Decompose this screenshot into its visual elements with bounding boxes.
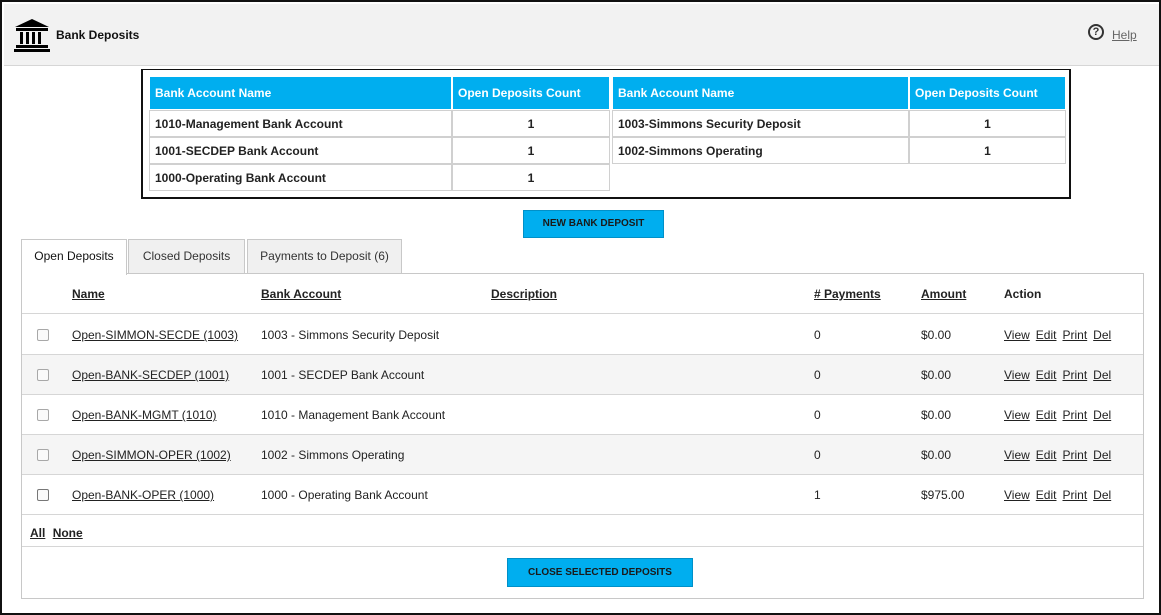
bank-account-cell: 1003 - Simmons Security Deposit bbox=[261, 328, 440, 342]
row-actions bbox=[1004, 435, 1117, 475]
summary-table-right bbox=[612, 76, 1066, 164]
print-link[interactable]: Print bbox=[1062, 488, 1088, 502]
row-checkbox[interactable] bbox=[37, 369, 49, 381]
bank-account-cell: 1000 - Operating Bank Account bbox=[261, 488, 428, 502]
header-bar bbox=[4, 4, 1159, 66]
new-bank-deposit-button[interactable]: NEW BANK DEPOSIT bbox=[523, 210, 664, 238]
col-open-deposits-count: Open Deposits Count bbox=[909, 76, 1066, 110]
table-row bbox=[22, 355, 1143, 395]
help-link[interactable]: Help bbox=[1112, 28, 1137, 42]
edit-link[interactable]: Edit bbox=[1035, 368, 1057, 382]
summary-account-name: 1002-Simmons Operating bbox=[612, 137, 909, 164]
summary-row bbox=[149, 110, 610, 137]
row-actions bbox=[1004, 315, 1117, 355]
view-link[interactable]: View bbox=[1004, 448, 1030, 462]
summary-count: 1 bbox=[452, 110, 610, 137]
amount-cell: $0.00 bbox=[921, 368, 952, 382]
divider bbox=[22, 546, 1143, 547]
deposit-name-link[interactable]: Open-BANK-MGMT (1010) bbox=[72, 408, 217, 422]
row-actions bbox=[1004, 475, 1117, 515]
print-link[interactable]: Print bbox=[1062, 368, 1088, 382]
header-amount[interactable]: Amount bbox=[921, 287, 967, 301]
payments-cell: 0 bbox=[814, 368, 821, 382]
summary-account-name: 1003-Simmons Security Deposit bbox=[612, 110, 909, 137]
amount-cell: $0.00 bbox=[921, 328, 952, 342]
summary-row bbox=[612, 110, 1066, 137]
view-link[interactable]: View bbox=[1004, 488, 1030, 502]
payments-cell: 1 bbox=[814, 488, 821, 502]
view-link[interactable]: View bbox=[1004, 408, 1030, 422]
print-link[interactable]: Print bbox=[1062, 408, 1088, 422]
selection-links bbox=[30, 526, 87, 540]
summary-row bbox=[149, 137, 610, 164]
delete-link[interactable]: Del bbox=[1093, 328, 1112, 342]
row-actions bbox=[1004, 395, 1117, 435]
edit-link[interactable]: Edit bbox=[1035, 328, 1057, 342]
close-selected-deposits-button[interactable]: CLOSE SELECTED DEPOSITS bbox=[507, 558, 693, 587]
table-row bbox=[22, 315, 1143, 355]
edit-link[interactable]: Edit bbox=[1035, 408, 1057, 422]
summary-count: 1 bbox=[452, 164, 610, 191]
bank-account-cell: 1010 - Management Bank Account bbox=[261, 408, 446, 422]
deposit-name-link[interactable]: Open-BANK-OPER (1000) bbox=[72, 488, 215, 502]
summary-account-name: 1000-Operating Bank Account bbox=[149, 164, 452, 191]
row-checkbox[interactable] bbox=[37, 449, 49, 461]
bank-account-cell: 1001 - SECDEP Bank Account bbox=[261, 368, 425, 382]
tab-closed-deposits[interactable]: Closed Deposits bbox=[128, 239, 245, 274]
row-checkbox[interactable] bbox=[37, 409, 49, 421]
amount-cell: $0.00 bbox=[921, 448, 952, 462]
edit-link[interactable]: Edit bbox=[1035, 488, 1057, 502]
header-payments[interactable]: # Payments bbox=[814, 287, 881, 301]
edit-link[interactable]: Edit bbox=[1035, 448, 1057, 462]
payments-cell: 0 bbox=[814, 448, 821, 462]
tab-open-deposits[interactable]: Open Deposits bbox=[21, 239, 127, 275]
table-row bbox=[22, 435, 1143, 475]
delete-link[interactable]: Del bbox=[1093, 448, 1112, 462]
page-title: Bank Deposits bbox=[56, 28, 140, 42]
tab-payments-to-deposit[interactable]: Payments to Deposit (6) bbox=[247, 239, 402, 274]
summary-table-left bbox=[149, 76, 610, 191]
delete-link[interactable]: Del bbox=[1093, 368, 1112, 382]
deposit-name-link[interactable]: Open-SIMMON-SECDE (1003) bbox=[72, 328, 239, 342]
row-checkbox[interactable] bbox=[37, 329, 49, 341]
select-all-link[interactable]: All bbox=[30, 526, 46, 540]
header-description[interactable]: Description bbox=[491, 287, 558, 301]
print-link[interactable]: Print bbox=[1062, 448, 1088, 462]
row-actions bbox=[1004, 355, 1117, 395]
header-bank-account[interactable]: Bank Account bbox=[261, 287, 342, 301]
summary-count: 1 bbox=[452, 137, 610, 164]
delete-link[interactable]: Del bbox=[1093, 408, 1112, 422]
print-link[interactable]: Print bbox=[1062, 328, 1088, 342]
table-header bbox=[22, 274, 1143, 314]
bank-account-cell: 1002 - Simmons Operating bbox=[261, 448, 405, 462]
summary-row bbox=[149, 164, 610, 191]
header-action: Action bbox=[1004, 287, 1042, 301]
amount-cell: $0.00 bbox=[921, 408, 952, 422]
table-row bbox=[22, 475, 1143, 515]
summary-account-name: 1010-Management Bank Account bbox=[149, 110, 452, 137]
summary-count: 1 bbox=[909, 137, 1066, 164]
summary-count: 1 bbox=[909, 110, 1066, 137]
payments-cell: 0 bbox=[814, 328, 821, 342]
col-bank-account-name: Bank Account Name bbox=[149, 76, 452, 110]
view-link[interactable]: View bbox=[1004, 368, 1030, 382]
header-name[interactable]: Name bbox=[72, 287, 105, 301]
col-open-deposits-count: Open Deposits Count bbox=[452, 76, 610, 110]
help-circle-icon[interactable]: ? bbox=[1088, 24, 1104, 40]
table-row bbox=[22, 395, 1143, 435]
select-none-link[interactable]: None bbox=[52, 526, 83, 540]
row-checkbox[interactable] bbox=[37, 489, 49, 501]
open-deposits-panel bbox=[21, 273, 1144, 599]
bank-icon bbox=[14, 18, 50, 52]
amount-cell: $975.00 bbox=[921, 488, 965, 502]
deposit-name-link[interactable]: Open-SIMMON-OPER (1002) bbox=[72, 448, 231, 462]
view-link[interactable]: View bbox=[1004, 328, 1030, 342]
payments-cell: 0 bbox=[814, 408, 821, 422]
col-bank-account-name: Bank Account Name bbox=[612, 76, 909, 110]
deposit-name-link[interactable]: Open-BANK-SECDEP (1001) bbox=[72, 368, 230, 382]
summary-account-name: 1001-SECDEP Bank Account bbox=[149, 137, 452, 164]
open-deposits-summary bbox=[141, 69, 1071, 199]
delete-link[interactable]: Del bbox=[1093, 488, 1112, 502]
summary-row bbox=[612, 137, 1066, 164]
